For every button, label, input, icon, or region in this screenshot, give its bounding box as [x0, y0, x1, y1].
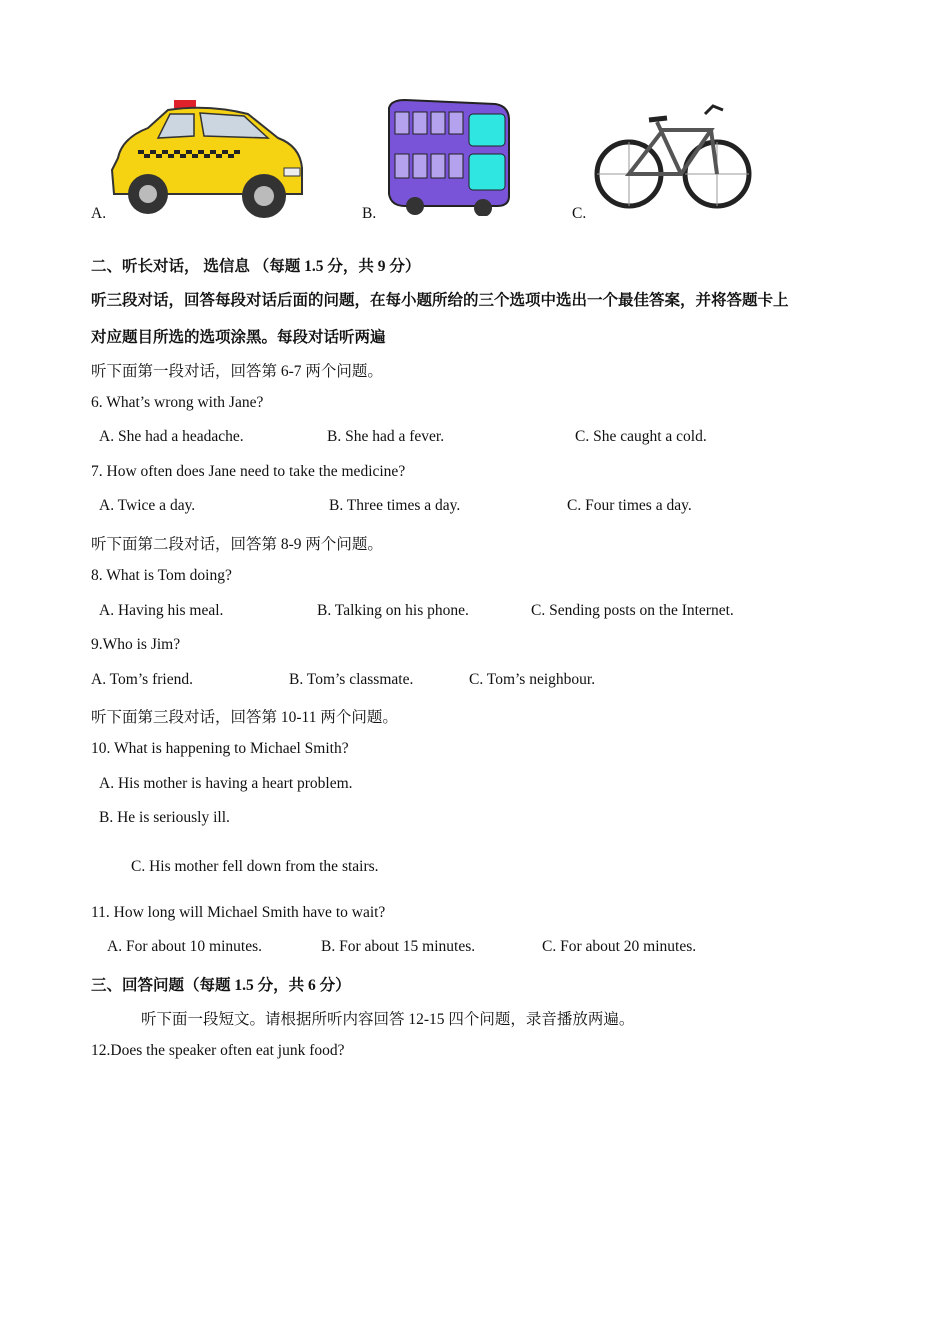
- q6-option-b: B. She had a fever.: [327, 428, 445, 445]
- taxi-image: [108, 98, 308, 222]
- q6-question: 6. What’s wrong with Jane?: [91, 394, 264, 411]
- q11-option-c: C. For about 20 minutes.: [542, 938, 697, 955]
- q11-option-a: A. For about 10 minutes.: [107, 938, 262, 955]
- option-a-label: A.: [91, 205, 107, 222]
- bicycle-image: [593, 100, 753, 210]
- q8-option-b: B. Talking on his phone.: [317, 602, 469, 619]
- q8-option-c: C. Sending posts on the Internet.: [531, 602, 734, 619]
- q7-question: 7. How often does Jane need to take the medicine?: [91, 463, 406, 480]
- q10-option-c: C. His mother fell down from the stairs.: [131, 858, 379, 875]
- q9-option-b: B. Tom’s classmate.: [289, 671, 414, 688]
- q6-option-c: C. She caught a cold.: [575, 428, 707, 445]
- q10-question: 10. What is happening to Michael Smith?: [91, 740, 349, 757]
- q12-question: 12.Does the speaker often eat junk food?: [91, 1042, 345, 1059]
- dialog3-intro: 听下面第三段对话，回答第 10-11 两个问题。: [91, 709, 398, 726]
- q7-option-a: A. Twice a day.: [99, 497, 196, 514]
- q10-option-b: B. He is seriously ill.: [99, 809, 230, 826]
- q6-option-a: A. She had a headache.: [99, 428, 244, 445]
- option-b-label: B.: [362, 205, 377, 222]
- q11-question: 11. How long will Michael Smith have to wait?: [91, 904, 386, 921]
- bus-image: [385, 98, 515, 216]
- q8-option-a: A. Having his meal.: [99, 602, 224, 619]
- q11-option-b: B. For about 15 minutes.: [321, 938, 476, 955]
- dialog1-intro: 听下面第一段对话，回答第 6-7 两个问题。: [91, 363, 383, 380]
- q7-option-b: B. Three times a day.: [329, 497, 461, 514]
- section3-heading: 三、回答问题（每题 1.5 分，共 6 分）: [91, 977, 351, 994]
- q10-option-a: A. His mother is having a heart problem.: [99, 775, 353, 792]
- section3-instruction: 听下面一段短文。请根据所听内容回答 12-15 四个问题，录音播放两遍。: [141, 1011, 635, 1028]
- section2-instruction-line2: 对应题目所选的选项涂黑。每段对话听两遍: [91, 329, 386, 346]
- option-c-label: C.: [572, 205, 587, 222]
- dialog2-intro: 听下面第二段对话，回答第 8-9 两个问题。: [91, 536, 383, 553]
- section2-heading: 二、听长对话， 选信息 （每题 1.5 分，共 9 分）: [91, 258, 421, 275]
- q9-option-a: A. Tom’s friend.: [91, 671, 193, 688]
- q9-option-c: C. Tom’s neighbour.: [469, 671, 596, 688]
- q9-question: 9.Who is Jim?: [91, 636, 181, 653]
- q8-question: 8. What is Tom doing?: [91, 567, 232, 584]
- section2-instruction-line1: 听三段对话，回答每段对话后面的问题，在每小题所给的三个选项中选出一个最佳答案，并将答题卡上: [91, 292, 789, 309]
- q7-option-c: C. Four times a day.: [567, 497, 692, 514]
